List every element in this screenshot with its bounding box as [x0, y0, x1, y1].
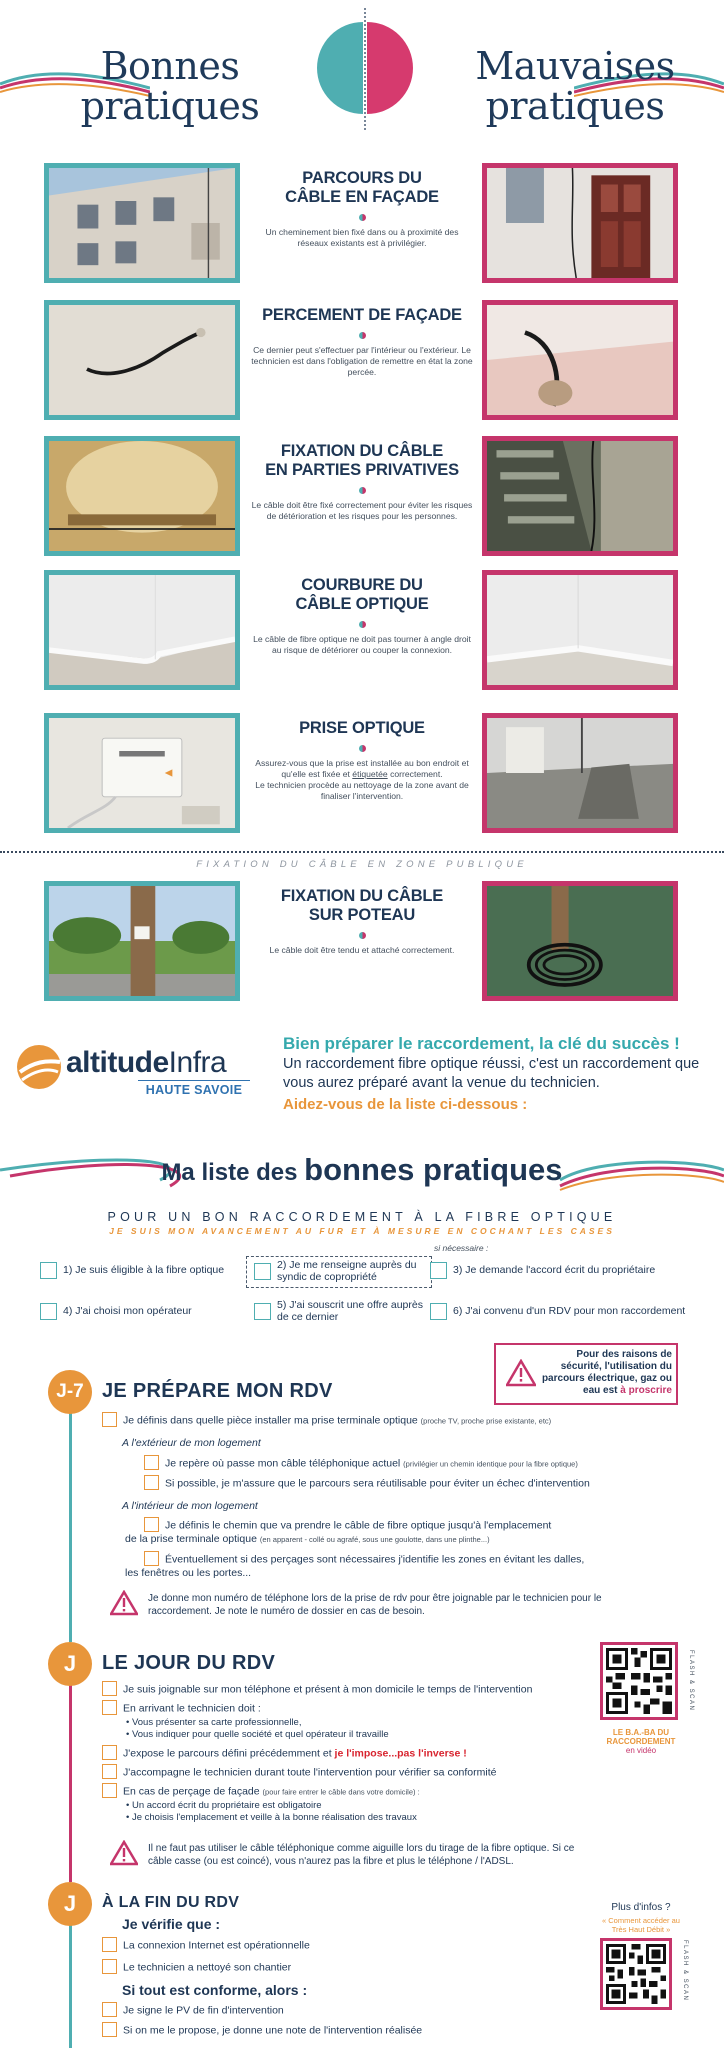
- jend-item-rating[interactable]: Si on me le propose, je donne une note de l'intervention réalisée: [102, 2024, 582, 2037]
- altitude-help: Aidez-vous de la liste ci-dessous :: [283, 1096, 528, 1113]
- cable-coil-photo: [482, 881, 678, 1001]
- more-info-label: Plus d'infos ?: [611, 1902, 671, 1913]
- practice-row-facade-path: [0, 163, 724, 287]
- qr-video-caption: LE B.A.-BA DU RACCORDEMENT en vidéo: [606, 1728, 676, 1755]
- checkbox[interactable]: [40, 1262, 57, 1279]
- practice-facade-path-text: [250, 169, 474, 249]
- jday-technician-bullets: • Vous présenter sa carte professionnelle, • Vous indiquer pour quelle société et quel opérateur il travaille: [126, 1717, 389, 1740]
- altitude-body: Un raccordement fibre optique réussi, c'est un raccordement que vous aurez préparé avant la venue du technicien.: [283, 1056, 700, 1091]
- checkbox[interactable]: [144, 1517, 159, 1532]
- j7-item-room[interactable]: Je définis dans quelle pièce installer ma prise terminale optique (proche TV, proche prise existante, etc): [102, 1414, 682, 1427]
- practice-facade-drilling-text: [250, 306, 474, 378]
- good-practices-heading: Bonnes pratiques: [80, 44, 260, 128]
- jend-badge: J: [48, 1882, 92, 1926]
- j7-inside-heading: A l'intérieur de mon logement: [122, 1500, 258, 1512]
- practice-description: Un cheminement bien fixé dans ou à proximité des réseaux existants est à privilégier.: [265, 227, 459, 248]
- j7-title: JE PRÉPARE MON RDV: [102, 1380, 333, 1402]
- checklist-title: Ma liste des bonnes pratiques: [161, 1152, 563, 1187]
- jday-item-technician-id[interactable]: En arrivant le technicien doit :: [102, 1702, 582, 1715]
- qr-code-icon: [606, 1944, 666, 2004]
- checkbox[interactable]: [102, 1937, 117, 1952]
- checkbox[interactable]: [102, 1959, 117, 1974]
- split-dot-icon: [359, 932, 366, 939]
- j7-outside-heading: A l'extérieur de mon logement: [122, 1437, 261, 1449]
- checkbox[interactable]: [102, 1783, 117, 1798]
- section-separator: [0, 851, 724, 853]
- warning-icon: [506, 1359, 536, 1387]
- checkbox[interactable]: [254, 1303, 271, 1320]
- checkbox[interactable]: [40, 1303, 57, 1320]
- split-dot-icon: [359, 621, 366, 628]
- safety-warning-text: Pour des raisons de sécurité, l'utilisation du parcours électrique, gaz ou eau est à proscrire: [541, 1349, 672, 1396]
- checkbox[interactable]: [254, 1263, 271, 1280]
- practice-description: Le câble de fibre optique ne doit pas tourner à angle droit au risque de détériorer ou couper la connexion.: [253, 634, 471, 655]
- warning-icon: [110, 1590, 138, 1616]
- warning-icon: [110, 1840, 138, 1866]
- checkbox[interactable]: [144, 1551, 159, 1566]
- checkbox[interactable]: [102, 1764, 117, 1779]
- checkbox[interactable]: [102, 2002, 117, 2017]
- j7-item-inside-path[interactable]: Je définis le chemin que va prendre le câble de fibre optique jusqu'à l'emplacement: [144, 1519, 664, 1532]
- practice-cable-bend-text: [250, 576, 474, 656]
- safety-warning-box: [494, 1343, 678, 1405]
- step-owner-agreement[interactable]: 3) Je demande l'accord écrit du propriétaire: [430, 1262, 690, 1279]
- practice-title: PARCOURS DU CÂBLE EN FAÇADE: [285, 169, 439, 206]
- j7-item-drilling[interactable]: Éventuellement si des perçages sont nécessaires j'identifie les zones en évitant les dalles,: [144, 1553, 674, 1566]
- checkbox[interactable]: [102, 1700, 117, 1715]
- qr-code-info[interactable]: [600, 1938, 672, 2010]
- checkbox[interactable]: [102, 1681, 117, 1696]
- j7-item-inside-path-cont: de la prise terminale optique (en apparent - collé ou agrafé, sous une goulotte, dans une plinthe...): [125, 1533, 490, 1545]
- checkbox[interactable]: [144, 1475, 159, 1490]
- practice-title: FIXATION DU CÂBLE EN PARTIES PRIVATIVES: [265, 442, 459, 479]
- door-cable-photo: [482, 163, 678, 283]
- practice-pole-text: [250, 887, 474, 956]
- bad-practices-heading: Mauvaises pratiques: [475, 44, 675, 128]
- jend-item-sign-pv[interactable]: Je signe le PV de fin d'intervention: [102, 2004, 522, 2017]
- practice-row-private-fixing: [0, 436, 724, 560]
- practice-title: PERCEMENT DE FAÇADE: [262, 306, 462, 324]
- step-offer[interactable]: 5) J'ai souscrit une offre auprès de ce dernier: [254, 1300, 424, 1323]
- jday-item-reachable[interactable]: Je suis joignable sur mon téléphone et présent à mon domicile le temps de l'intervention: [102, 1683, 582, 1696]
- jend-item-cleanup[interactable]: Le technicien a nettoyé son chantier: [102, 1961, 522, 1974]
- qr-code-icon: [606, 1648, 672, 1714]
- practice-description: Le câble doit être tendu et attaché correctement.: [269, 945, 455, 955]
- wall-hole-damaged-photo: [482, 300, 678, 420]
- flash-scan-label: FLASH & SCAN: [688, 1650, 694, 1712]
- jend-item-internet[interactable]: La connexion Internet est opérationnelle: [102, 1939, 522, 1952]
- timeline-line: [69, 1410, 72, 1642]
- checkbox[interactable]: [430, 1303, 447, 1320]
- j7-badge: J-7: [48, 1370, 92, 1414]
- checkbox[interactable]: [430, 1262, 447, 1279]
- checkbox[interactable]: [144, 1455, 159, 1470]
- split-dot-icon: [359, 214, 366, 221]
- step-operator[interactable]: 4) J'ai choisi mon opérateur: [40, 1303, 240, 1320]
- checkbox[interactable]: [102, 1745, 117, 1760]
- j7-item-phone-cable[interactable]: Je repère où passe mon câble téléphonique actuel (privilégier un chemin identique pour la fibre optique): [144, 1457, 704, 1470]
- more-info-link[interactable]: « Comment accéder au Très Haut Débit »: [602, 1916, 680, 1934]
- stairs-cable-photo: [482, 436, 678, 556]
- step-eligible[interactable]: 1) Je suis éligible à la fibre optique: [40, 1262, 240, 1279]
- altitude-brand: altitudeInfra: [66, 1046, 227, 1079]
- practice-description: Assurez-vous que la prise est installée au bon endroit et qu'elle est fixée et étiquetée correctement. Le technicien procède au nettoyage de la zone avant de finaliser l'intervention.: [255, 758, 469, 801]
- cellar-cable-photo: [44, 436, 240, 556]
- jday-item-facade-drilling[interactable]: En cas de perçage de façade (pour faire entrer le câble dans votre domicile) :: [102, 1785, 582, 1798]
- jday-phone-cable-note: Il ne faut pas utiliser le câble téléphonique comme aiguille lors du tirage de la fibre optique. Si ce câble casse (ou est coincé), vous n'aurez pas la fibre et plus le téléphone / l'ADSL.: [148, 1843, 575, 1867]
- split-dot-icon: [359, 487, 366, 494]
- practice-row-pole: [0, 881, 724, 1005]
- j7-phone-note: Je donne mon numéro de téléphone lors de la prise de rdv pour être joignable par le technicien pour le raccordement. Je note le numéro de dossier en cas de besoin.: [148, 1593, 602, 1617]
- jday-item-accompany[interactable]: J'accompagne le technicien durant toute l'intervention pour vérifier sa conformité: [102, 1766, 582, 1779]
- jday-badge: J: [48, 1642, 92, 1686]
- jend-verify-heading: Je vérifie que :: [122, 1916, 221, 1932]
- split-circle-logo: [309, 8, 421, 130]
- practice-row-optical-socket: [0, 713, 724, 837]
- altitude-swoosh-icon: [16, 1044, 62, 1090]
- jday-item-impose-path[interactable]: J'expose le parcours défini précédemment et je l'impose...pas l'inverse !: [102, 1747, 582, 1760]
- j7-item-drilling-cont: les fenêtres ou les portes...: [125, 1567, 252, 1579]
- split-dot-icon: [359, 332, 366, 339]
- checklist-instruction: JE SUIS MON AVANCEMENT AU FUR ET À MESURE EN COCHANT LES CASES: [109, 1226, 615, 1236]
- j7-item-reusable-path[interactable]: Si possible, je m'assure que le parcours sera réutilisable pour éviter un échec d'intervention: [144, 1477, 704, 1490]
- flash-scan-label: FLASH & SCAN: [682, 1940, 688, 2002]
- practice-private-fixing-text: [250, 442, 474, 522]
- split-dot-icon: [359, 745, 366, 752]
- practice-description: Ce dernier peut s'effectuer par l'intérieur ou l'extérieur. Le technicien est dans l'obligation de remettre en état la zone percée.: [251, 345, 473, 377]
- if-needed-label: si nécessaire :: [434, 1243, 489, 1253]
- baseboard-curve-photo: [44, 570, 240, 690]
- altitude-region: HAUTE SAVOIE: [138, 1080, 250, 1097]
- jday-drilling-bullets: • Un accord écrit du propriétaire est obligatoire • Je choisis l'emplacement et veille à la bonne réalisation des travaux: [126, 1800, 417, 1823]
- timeline-line: [69, 1658, 72, 1882]
- jend-conform-heading: Si tout est conforme, alors :: [122, 1982, 308, 1998]
- practice-optical-socket-text: [250, 719, 474, 802]
- practice-row-cable-bend: [0, 570, 724, 694]
- baseboard-corner-photo: [482, 570, 678, 690]
- practice-row-facade-drilling: [0, 300, 724, 424]
- qr-code-video[interactable]: [600, 1642, 678, 1720]
- jend-title: À LA FIN DU RDV: [102, 1894, 240, 1911]
- checkbox[interactable]: [102, 1412, 117, 1427]
- altitude-title: Bien préparer le raccordement, la clé du succès !: [283, 1034, 680, 1053]
- altitude-infra-logo: [14, 1040, 254, 1100]
- step-appointment[interactable]: 6) J'ai convenu d'un RDV pour mon raccordement: [430, 1303, 710, 1320]
- practice-title: FIXATION DU CÂBLE SUR POTEAU: [280, 887, 444, 924]
- checkbox[interactable]: [102, 2022, 117, 2037]
- messy-floor-photo: [482, 713, 678, 833]
- optical-socket-photo: [44, 713, 240, 833]
- page-header: [0, 0, 724, 140]
- public-zone-label: FIXATION DU CÂBLE EN ZONE PUBLIQUE: [196, 859, 528, 870]
- wall-hole-clean-photo: [44, 300, 240, 420]
- pole-photo: [44, 881, 240, 1001]
- practice-title: PRISE OPTIQUE: [299, 719, 425, 737]
- practice-description: Le câble doit être fixé correctement pour éviter les risques de détérioration et les risques pour les personnes.: [251, 500, 473, 521]
- step-syndic[interactable]: 2) Je me renseigne auprès du syndic de copropriété: [254, 1260, 434, 1283]
- altitude-intro: [283, 1033, 723, 1117]
- jday-title: LE JOUR DU RDV: [102, 1652, 276, 1674]
- practice-title: COURBURE DU CÂBLE OPTIQUE: [295, 576, 429, 613]
- facade-building-photo: [44, 163, 240, 283]
- checklist-subtitle: POUR UN BON RACCORDEMENT À LA FIBRE OPTIQUE: [107, 1210, 617, 1224]
